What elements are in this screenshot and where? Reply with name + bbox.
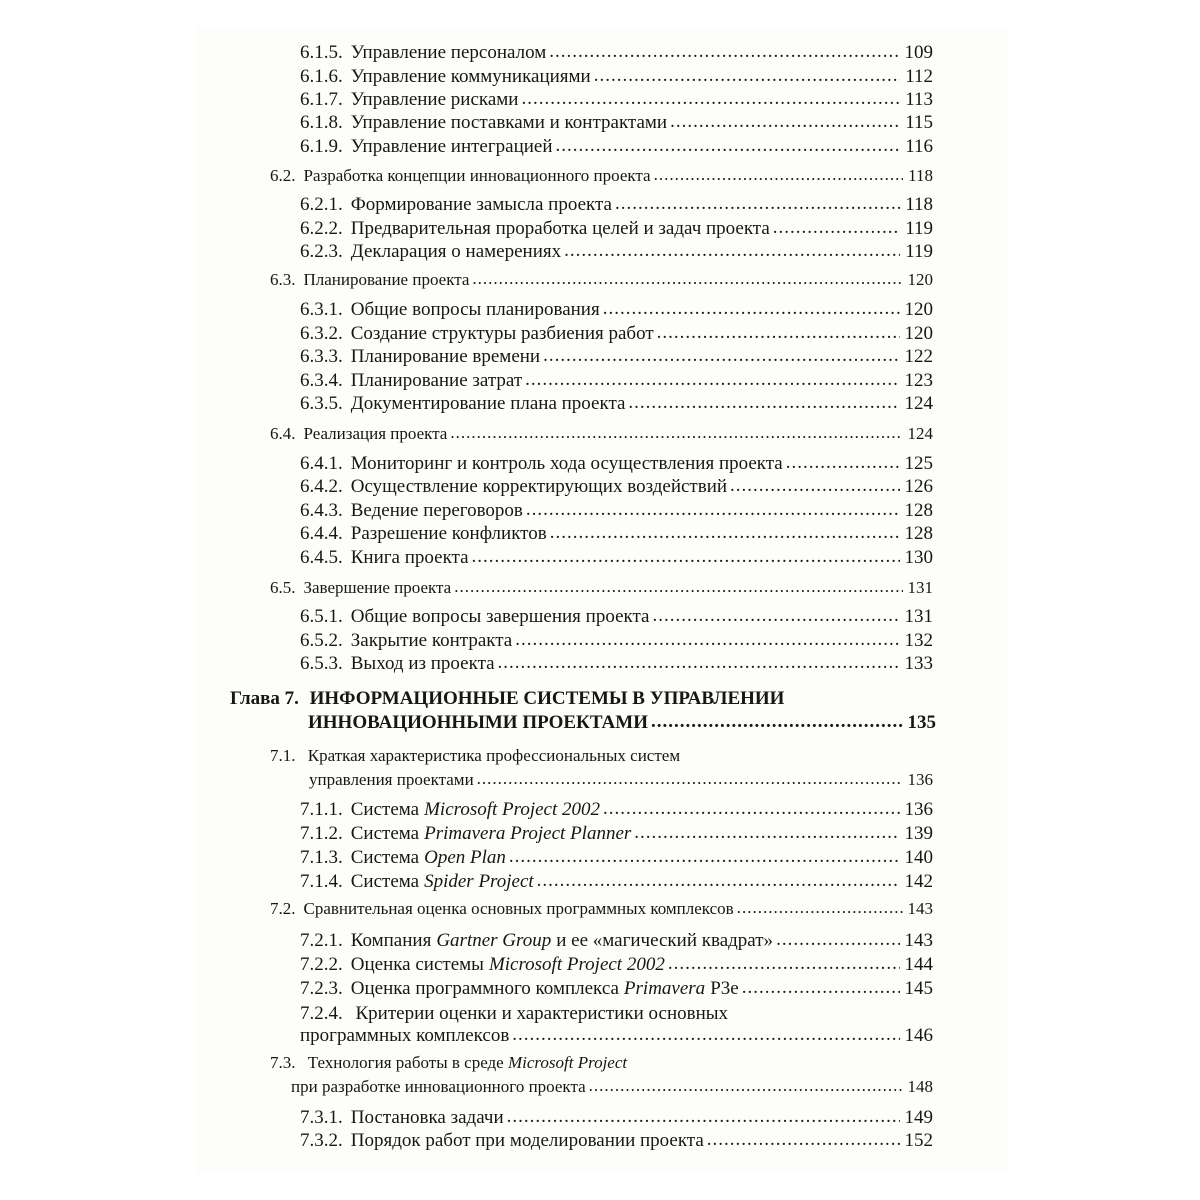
- entry-title-italic: Spider Project: [424, 871, 534, 892]
- toc-section: [270, 166, 933, 186]
- page-number: 120: [904, 323, 933, 344]
- toc-section: [270, 424, 933, 444]
- entry-title: Декларация о намерениях: [350, 241, 562, 262]
- entry-number: 6.2.: [270, 166, 296, 185]
- entry-number: 6.5.1.: [300, 606, 343, 627]
- entry-title-prefix: Оценка системы: [350, 954, 484, 975]
- leader-dots: [657, 322, 900, 344]
- page-number: 115: [905, 112, 933, 133]
- toc-subsection: [300, 89, 933, 111]
- section-number: 7.2.: [270, 899, 296, 918]
- entry-title: Порядок работ при моделировании проекта: [350, 1130, 704, 1151]
- entry-number: 6.2.1.: [300, 194, 343, 215]
- entry-title: Завершение проекта: [303, 578, 452, 597]
- entry-title: Предварительная проработка целей и задач проекта: [350, 218, 770, 239]
- page-number: 139: [904, 823, 933, 844]
- toc-subsection: [300, 1107, 933, 1129]
- leader-dots: [634, 822, 899, 844]
- page-number: 131: [907, 578, 933, 597]
- page-number: 124: [907, 424, 933, 443]
- entry-title: Планирование проекта: [303, 270, 470, 289]
- page-number: 146: [904, 1025, 933, 1046]
- chapter-label: Глава 7.: [230, 688, 299, 709]
- leader-dots: [730, 475, 899, 497]
- toc-subsection: [300, 630, 933, 652]
- page-number: 128: [904, 523, 933, 544]
- entry-title: Создание структуры разбиения работ: [350, 323, 654, 344]
- section-title-line1: Краткая характеристика профессиональных систем: [307, 746, 681, 765]
- entry-title: Планирование времени: [350, 346, 541, 367]
- page-number: 119: [905, 218, 933, 239]
- entry-number: 6.3.1.: [300, 299, 343, 320]
- entry-number: 7.3.2.: [300, 1130, 343, 1151]
- page-number: 136: [904, 799, 933, 820]
- page-number: 140: [904, 847, 933, 868]
- page-number: 131: [904, 606, 933, 627]
- entry-title: Документирование плана проекта: [350, 393, 626, 414]
- leader-dots: [472, 546, 900, 568]
- leader-dots: [549, 41, 899, 63]
- leader-dots: [550, 522, 900, 544]
- entry-title-prefix: Компания: [350, 930, 432, 951]
- leader-dots: [477, 769, 903, 789]
- entry-number: 7.2.3.: [300, 978, 343, 999]
- entry-number: 6.1.8.: [300, 112, 343, 133]
- toc-subsection: [300, 218, 933, 240]
- toc-subsection-7-2-4-line1: [300, 1003, 728, 1025]
- entry-title: Управление персоналом: [350, 42, 547, 63]
- page-number: 148: [907, 1077, 933, 1096]
- page-number: 120: [907, 270, 933, 289]
- page-number: 112: [905, 66, 933, 87]
- leader-dots: [654, 165, 904, 185]
- leader-dots: [543, 345, 899, 367]
- entry-number: 7.1.2.: [300, 823, 343, 844]
- toc-section-7-1-line1: [270, 746, 680, 766]
- entry-number: 6.3.3.: [300, 346, 343, 367]
- chapter-title-line1: ИНФОРМАЦИОННЫЕ СИСТЕМЫ В УПРАВЛЕНИИ: [309, 688, 785, 709]
- page-number: 118: [908, 166, 933, 185]
- toc-subsection: [300, 241, 933, 263]
- toc-section: [270, 270, 933, 290]
- leader-dots: [512, 1024, 899, 1046]
- leader-dots: [509, 846, 900, 868]
- entry-title: Разрешение конфликтов: [350, 523, 547, 544]
- leader-dots: [628, 392, 899, 414]
- page-number: 143: [907, 899, 933, 918]
- page-number: 145: [904, 978, 933, 999]
- page-number: 126: [904, 476, 933, 497]
- entry-title: Закрытие контракта: [350, 630, 513, 651]
- toc-subsection: [300, 954, 933, 976]
- leader-dots: [651, 711, 903, 733]
- entry-title: Управление интеграцией: [350, 136, 553, 157]
- page-number: 124: [904, 393, 933, 414]
- page-number: 144: [904, 954, 933, 975]
- toc-subsection: [300, 930, 933, 952]
- leader-dots: [742, 977, 900, 999]
- entry-number: 6.4.3.: [300, 500, 343, 521]
- entry-title-prefix: Система: [350, 799, 420, 820]
- entry-number: 6.3.4.: [300, 370, 343, 391]
- toc-subsection: [300, 66, 933, 88]
- leader-dots: [776, 929, 899, 951]
- leader-dots: [556, 135, 901, 157]
- entry-title-prefix: Система: [350, 847, 420, 868]
- entry-title: Управление поставками и контрактами: [350, 112, 668, 133]
- section-title-italic: Microsoft Project: [507, 1053, 628, 1072]
- leader-dots: [526, 499, 900, 521]
- entry-title-italic: Gartner Group: [436, 930, 552, 951]
- entry-title-italic: Primavera Project Planner: [424, 823, 632, 844]
- toc-subsection: [300, 523, 933, 545]
- entry-title-prefix: Оценка программного комплекса: [350, 978, 619, 999]
- toc-subsection: [300, 136, 933, 158]
- entry-title: Реализация проекта: [303, 424, 448, 443]
- entry-number: 6.3.: [270, 270, 296, 289]
- entry-number: 6.2.2.: [300, 218, 343, 239]
- toc-subsection: [300, 194, 933, 216]
- page-number: 152: [904, 1130, 933, 1151]
- toc-subsection: [300, 847, 933, 869]
- entry-title: Управление коммуникациями: [350, 66, 591, 87]
- leader-dots: [615, 193, 900, 215]
- toc-subsection: [300, 799, 933, 821]
- page-number: 109: [904, 42, 933, 63]
- leader-dots: [525, 369, 899, 391]
- leader-dots: [450, 423, 902, 443]
- leader-dots: [737, 898, 903, 918]
- leader-dots: [498, 652, 900, 674]
- toc-section-7-2: [270, 899, 933, 919]
- leader-dots: [564, 240, 900, 262]
- leader-dots: [454, 577, 902, 597]
- entry-title: Мониторинг и контроль хода осуществления проекта: [350, 453, 783, 474]
- toc-subsection: [300, 871, 933, 893]
- entry-number: 7.2.1.: [300, 930, 343, 951]
- toc-subsection: [300, 393, 933, 415]
- entry-number: 6.1.9.: [300, 136, 343, 157]
- toc-subsection: [300, 299, 933, 321]
- toc-subsection: [300, 606, 933, 628]
- leader-dots: [537, 870, 900, 892]
- leader-dots: [521, 88, 900, 110]
- page-number: 125: [904, 453, 933, 474]
- chapter-7-heading-line2: [308, 712, 936, 734]
- page-number: 120: [904, 299, 933, 320]
- entry-number: 6.4.: [270, 424, 296, 443]
- book-page: [196, 26, 1008, 1174]
- toc-subsection: [300, 370, 933, 392]
- toc-subsection: [300, 42, 933, 64]
- toc-section-7-3-line1: [270, 1053, 627, 1073]
- entry-number: 6.1.6.: [300, 66, 343, 87]
- leader-dots: [594, 65, 900, 87]
- entry-title-italic: Primavera: [623, 978, 706, 999]
- page-number: 133: [904, 653, 933, 674]
- toc-subsection: [300, 476, 933, 498]
- section-title-line2: управления проектами: [309, 770, 474, 789]
- entry-number: 7.1.4.: [300, 871, 343, 892]
- subsection-number: 7.2.4.: [300, 1003, 343, 1024]
- entry-number: 6.3.5.: [300, 393, 343, 414]
- page-number: 135: [907, 712, 936, 733]
- entry-title-italic: Microsoft Project 2002: [424, 799, 600, 820]
- toc-subsection: [300, 346, 933, 368]
- page-number: 149: [904, 1107, 933, 1128]
- leader-dots: [603, 798, 900, 820]
- entry-number: 7.1.1.: [300, 799, 343, 820]
- leader-dots: [707, 1129, 900, 1151]
- entry-title: Книга проекта: [350, 547, 469, 568]
- entry-title: Выход из проекта: [350, 653, 495, 674]
- subsection-title-line1: Критерии оценки и характеристики основных: [355, 1003, 729, 1024]
- leader-dots: [603, 298, 900, 320]
- page-number: 116: [905, 136, 933, 157]
- entry-number: 6.1.7.: [300, 89, 343, 110]
- entry-title: Формирование замысла проекта: [350, 194, 612, 215]
- chapter-7-heading-line1: [230, 688, 784, 710]
- page-number: 119: [905, 241, 933, 262]
- leader-dots: [652, 605, 899, 627]
- entry-title-italic: Microsoft Project 2002: [488, 954, 665, 975]
- toc-subsection-7-2-4-line2: [300, 1025, 933, 1047]
- entry-title-italic: Open Plan: [424, 847, 506, 868]
- toc-subsection: [300, 1130, 933, 1152]
- entry-number: 7.1.3.: [300, 847, 343, 868]
- leader-dots: [507, 1106, 900, 1128]
- page-number: 132: [904, 630, 933, 651]
- chapter-title-line2: ИННОВАЦИОННЫМИ ПРОЕКТАМИ: [308, 712, 648, 733]
- toc-subsection: [300, 112, 933, 134]
- entry-number: 6.1.5.: [300, 42, 343, 63]
- toc-subsection: [300, 653, 933, 675]
- leader-dots: [786, 452, 900, 474]
- page-number: 142: [904, 871, 933, 892]
- table-of-contents: [196, 26, 1008, 1174]
- section-number: 7.3.: [270, 1053, 296, 1072]
- toc-subsection: [300, 978, 933, 1000]
- subsection-title-line2: программных комплексов: [300, 1025, 510, 1046]
- entry-number: 6.3.2.: [300, 323, 343, 344]
- page-number: 136: [907, 770, 933, 789]
- leader-dots: [589, 1076, 903, 1096]
- entry-title: Планирование затрат: [350, 370, 523, 391]
- section-title-prefix: Технология работы в среде: [307, 1053, 504, 1072]
- entry-title-prefix: Система: [350, 871, 420, 892]
- leader-dots: [668, 953, 900, 975]
- entry-title: Общие вопросы завершения проекта: [350, 606, 650, 627]
- entry-number: 6.4.4.: [300, 523, 343, 544]
- entry-title: Общие вопросы планирования: [350, 299, 600, 320]
- section-title: Сравнительная оценка основных программных комплексов: [303, 899, 734, 918]
- entry-number: 7.2.2.: [300, 954, 343, 975]
- entry-number: 6.5.3.: [300, 653, 343, 674]
- entry-title: Разработка концепции инновационного проекта: [303, 166, 651, 185]
- toc-subsection: [300, 453, 933, 475]
- entry-number: 6.4.2.: [300, 476, 343, 497]
- toc-subsection: [300, 500, 933, 522]
- toc-section: [270, 578, 933, 598]
- entry-title: Ведение переговоров: [350, 500, 523, 521]
- toc-section-7-3-line2: [291, 1077, 933, 1097]
- section-number: 7.1.: [270, 746, 296, 765]
- leader-dots: [472, 269, 902, 289]
- entry-number: 6.5.: [270, 578, 296, 597]
- page-number: 128: [904, 500, 933, 521]
- entry-number: 6.5.2.: [300, 630, 343, 651]
- entry-number: 6.2.3.: [300, 241, 343, 262]
- section-title-line2: при разработке инновационного проекта: [291, 1077, 586, 1096]
- entry-title-suffix: P3e: [710, 978, 739, 999]
- entry-number: 6.4.5.: [300, 547, 343, 568]
- page-number: 143: [904, 930, 933, 951]
- toc-subsection: [300, 323, 933, 345]
- page-number: 113: [905, 89, 933, 110]
- entry-title: Осуществление корректирующих воздействий: [350, 476, 728, 497]
- leader-dots: [515, 629, 899, 651]
- page-number: 123: [904, 370, 933, 391]
- page-number: 130: [904, 547, 933, 568]
- entry-number: 7.3.1.: [300, 1107, 343, 1128]
- toc-section-7-1-line2: [309, 770, 933, 790]
- entry-title: Постановка задачи: [350, 1107, 504, 1128]
- entry-number: 6.4.1.: [300, 453, 343, 474]
- leader-dots: [670, 111, 900, 133]
- entry-title: Управление рисками: [350, 89, 519, 110]
- toc-subsection: [300, 823, 933, 845]
- entry-title-suffix: и ее «магический квадрат»: [556, 930, 774, 951]
- page-number: 118: [905, 194, 933, 215]
- page-number: 122: [904, 346, 933, 367]
- toc-subsection: [300, 547, 933, 569]
- leader-dots: [773, 217, 900, 239]
- entry-title-prefix: Система: [350, 823, 420, 844]
